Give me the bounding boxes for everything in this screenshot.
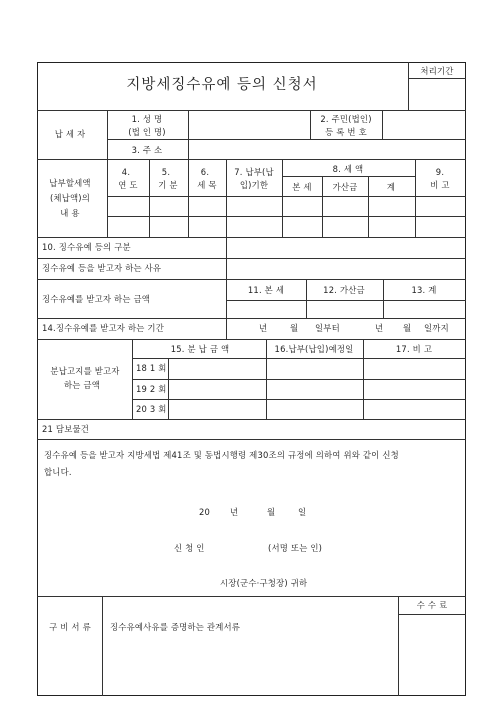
rule xyxy=(107,139,466,140)
statement-line-2: 합니다. xyxy=(44,467,72,477)
documents-label: 구 비 서 류 xyxy=(49,622,91,632)
period-month2: 월 xyxy=(403,323,412,333)
rule xyxy=(102,596,103,696)
rule xyxy=(37,258,466,259)
rule xyxy=(168,358,169,419)
rule xyxy=(368,176,369,237)
rule xyxy=(37,318,466,319)
rule xyxy=(107,110,108,237)
col12-label: 12. 가산금 xyxy=(323,285,365,295)
name-label-sub: (법 인 명) xyxy=(128,127,166,137)
rule xyxy=(188,159,189,237)
col4-label: 연 도 xyxy=(118,180,138,190)
installment-row-20: 20 3 회 xyxy=(136,404,167,414)
installment-row-19: 19 2 회 xyxy=(136,384,167,394)
period-month1: 월 xyxy=(290,323,299,333)
rule xyxy=(149,159,150,237)
tax-section-label: 납부할세액 xyxy=(49,178,91,188)
processing-period-label: 처리기간 xyxy=(420,66,454,76)
address-label: 3. 주 소 xyxy=(131,145,163,155)
date-year: 20 xyxy=(199,507,211,517)
rule xyxy=(37,159,466,160)
rule xyxy=(408,62,409,110)
id-label-sub: 등 록 번 호 xyxy=(325,127,367,137)
col11-label: 11. 본 세 xyxy=(247,285,285,295)
col5-label: 기 분 xyxy=(158,180,178,190)
rule xyxy=(398,596,399,696)
rule xyxy=(266,339,267,419)
signature-note: (서명 또는 인) xyxy=(268,543,323,553)
date-day-unit: 일 xyxy=(298,507,307,517)
col8-additional: 가산금 xyxy=(332,182,358,192)
rule xyxy=(226,159,227,237)
installment-label: 분납고지를 받고자 xyxy=(50,366,120,376)
rule xyxy=(37,439,466,440)
col7-label: 7. 납부(납 xyxy=(234,167,274,177)
rule xyxy=(398,614,466,615)
rule xyxy=(322,176,323,237)
statement-line-1: 징수유예 등을 받고자 지방세법 제41조 및 동법시행령 제30조의 규정에 의하여 위와 같이 신청 xyxy=(44,450,399,460)
documents-content: 징수유예사유를 증명하는 관계서류 xyxy=(110,622,241,632)
taxpayer-label: 납 세 자 xyxy=(54,129,86,139)
rule xyxy=(132,399,466,400)
col5-num: 5. xyxy=(161,167,171,177)
period-year2: 년 xyxy=(375,323,384,333)
installment-label-2: 하는 금액 xyxy=(63,380,101,390)
rule xyxy=(107,216,466,217)
date-year-unit: 년 xyxy=(230,507,239,517)
rule xyxy=(383,279,384,318)
rule xyxy=(226,279,227,318)
rule xyxy=(37,110,466,111)
rule xyxy=(107,196,466,197)
id-label: 2. 주민(법인) xyxy=(320,114,372,124)
form-title: 지방세징수유예 등의 신청서 xyxy=(126,77,318,93)
col7-label-sub: 입)기한 xyxy=(239,180,269,190)
col9-label: 비 고 xyxy=(430,180,450,190)
rule xyxy=(226,237,227,279)
col16-label: 16.납부(납입)예정일 xyxy=(274,344,354,354)
amount-label: 징수유예를 받고자 하는 금액 xyxy=(42,294,151,304)
name-label: 1. 성 명 xyxy=(131,114,163,124)
rule xyxy=(282,176,415,177)
rule xyxy=(415,159,416,237)
rule xyxy=(408,78,466,79)
signer-label: 신 청 인 xyxy=(174,543,205,553)
rule xyxy=(226,300,466,301)
date-month-unit: 월 xyxy=(267,507,276,517)
col8-total: 계 xyxy=(386,182,396,192)
row10-label: 10. 징수유예 등의 구분 xyxy=(42,242,131,252)
period-from: 일부터 xyxy=(315,323,340,333)
rule xyxy=(37,339,466,340)
col6-num: 6. xyxy=(200,167,210,177)
col8-label: 8. 세 액 xyxy=(332,164,364,174)
installment-row-18: 18 1 회 xyxy=(136,363,167,373)
col8-principal: 본 세 xyxy=(292,182,312,192)
period-until: 일까지 xyxy=(424,323,449,333)
col15-label: 15. 분 납 금 액 xyxy=(170,344,230,354)
rule xyxy=(226,318,227,339)
rule xyxy=(382,110,383,139)
col17-label: 17. 비 고 xyxy=(395,344,433,354)
rule xyxy=(37,279,466,280)
col4-num: 4. xyxy=(121,167,131,177)
col13-label: 13. 계 xyxy=(411,285,437,295)
rule xyxy=(132,379,466,380)
rule xyxy=(188,110,189,139)
reason-label: 징수유예 등을 받고자 하는 사유 xyxy=(42,263,162,273)
rule xyxy=(37,237,466,238)
rule xyxy=(363,339,364,419)
period-year1: 년 xyxy=(259,323,268,333)
rule xyxy=(132,339,133,419)
tax-section-label-2: (체납액)의 xyxy=(49,193,91,203)
tax-section-label-3: 내 용 xyxy=(60,208,80,218)
rule xyxy=(306,279,307,318)
rule xyxy=(37,419,466,420)
fee-label: 수 수 료 xyxy=(416,600,448,610)
rule xyxy=(132,358,466,359)
row21-label: 21 담보물건 xyxy=(42,424,90,434)
rule xyxy=(188,139,189,159)
addressee: 시장(군수·구청장) 귀하 xyxy=(220,578,308,588)
col9-num: 9. xyxy=(435,167,445,177)
row14-label: 14.징수유예를 받고자 하는 기간 xyxy=(42,323,164,333)
rule xyxy=(282,159,283,237)
col6-label: 세 목 xyxy=(197,180,217,190)
rule xyxy=(310,110,311,139)
